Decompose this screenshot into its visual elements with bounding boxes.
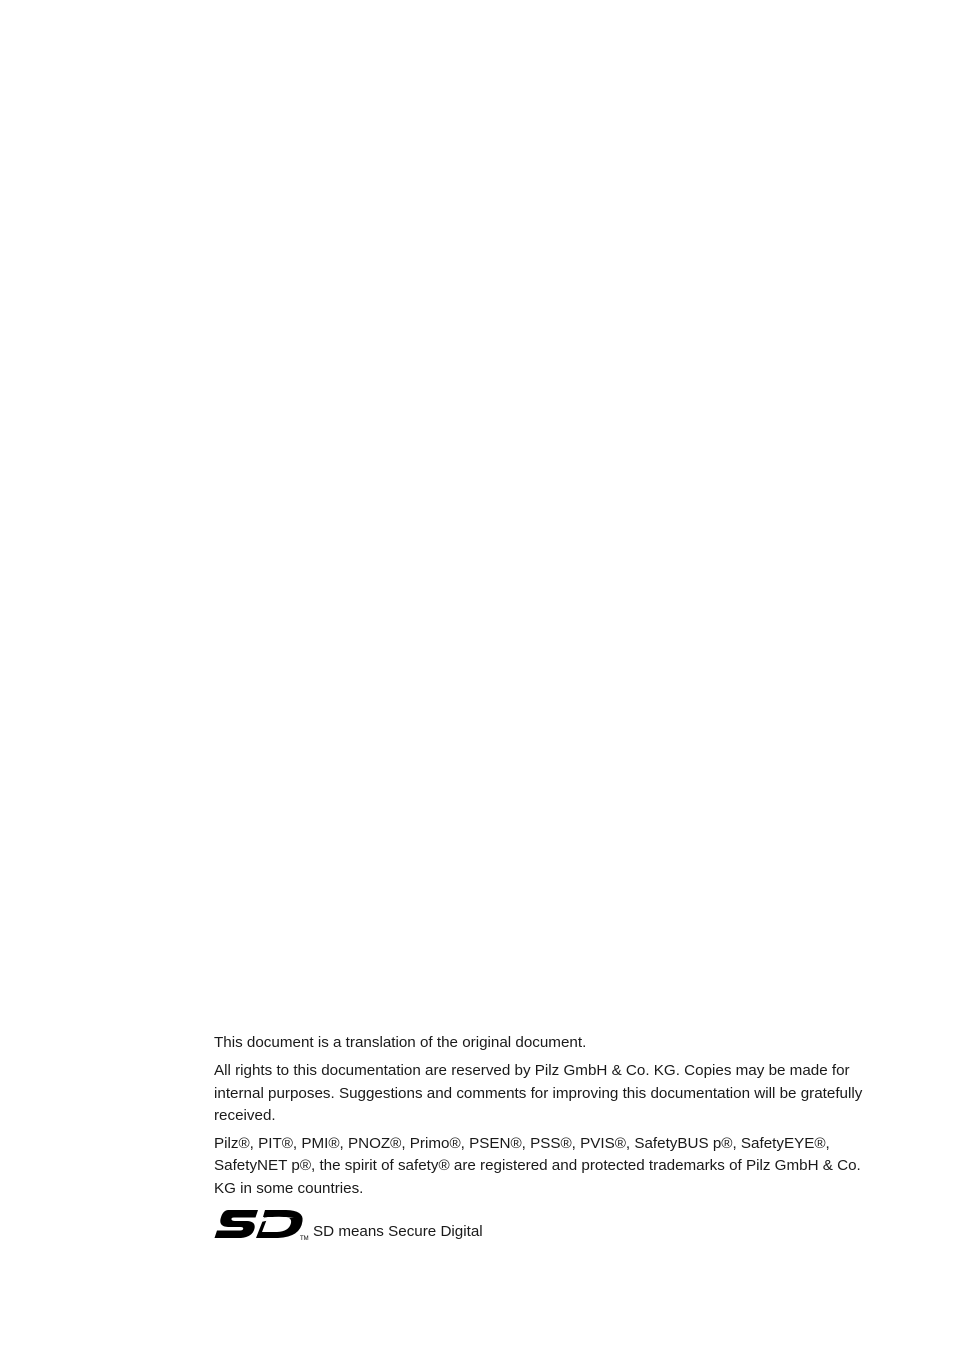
translation-note: This document is a translation of the original document. [214, 1034, 587, 1051]
sd-notice [214, 1206, 874, 1242]
sd-caption: SD means Secure Digital [313, 1223, 483, 1241]
legal-notice [214, 1032, 874, 1242]
rights-statement: All rights to this documentation are reserved by Pilz GmbH & Co. KG. Copies may be made for internal purposes. Suggestions and comments for improving this documentation will be gratefully received. [214, 1062, 863, 1124]
svg-text:TM: TM [300, 1236, 309, 1243]
trademark-statement: Pilz®, PIT®, PMI®, PNOZ®, Primo®, PSEN®, PSS®, PVIS®, SafetyBUS p®, SafetyEYE®, SafetyNET p®, the spirit of safety® are registered and protected trademarks of Pilz GmbH & Co. KG in some countries. [214, 1135, 861, 1197]
sd-logo-icon [214, 1206, 310, 1242]
